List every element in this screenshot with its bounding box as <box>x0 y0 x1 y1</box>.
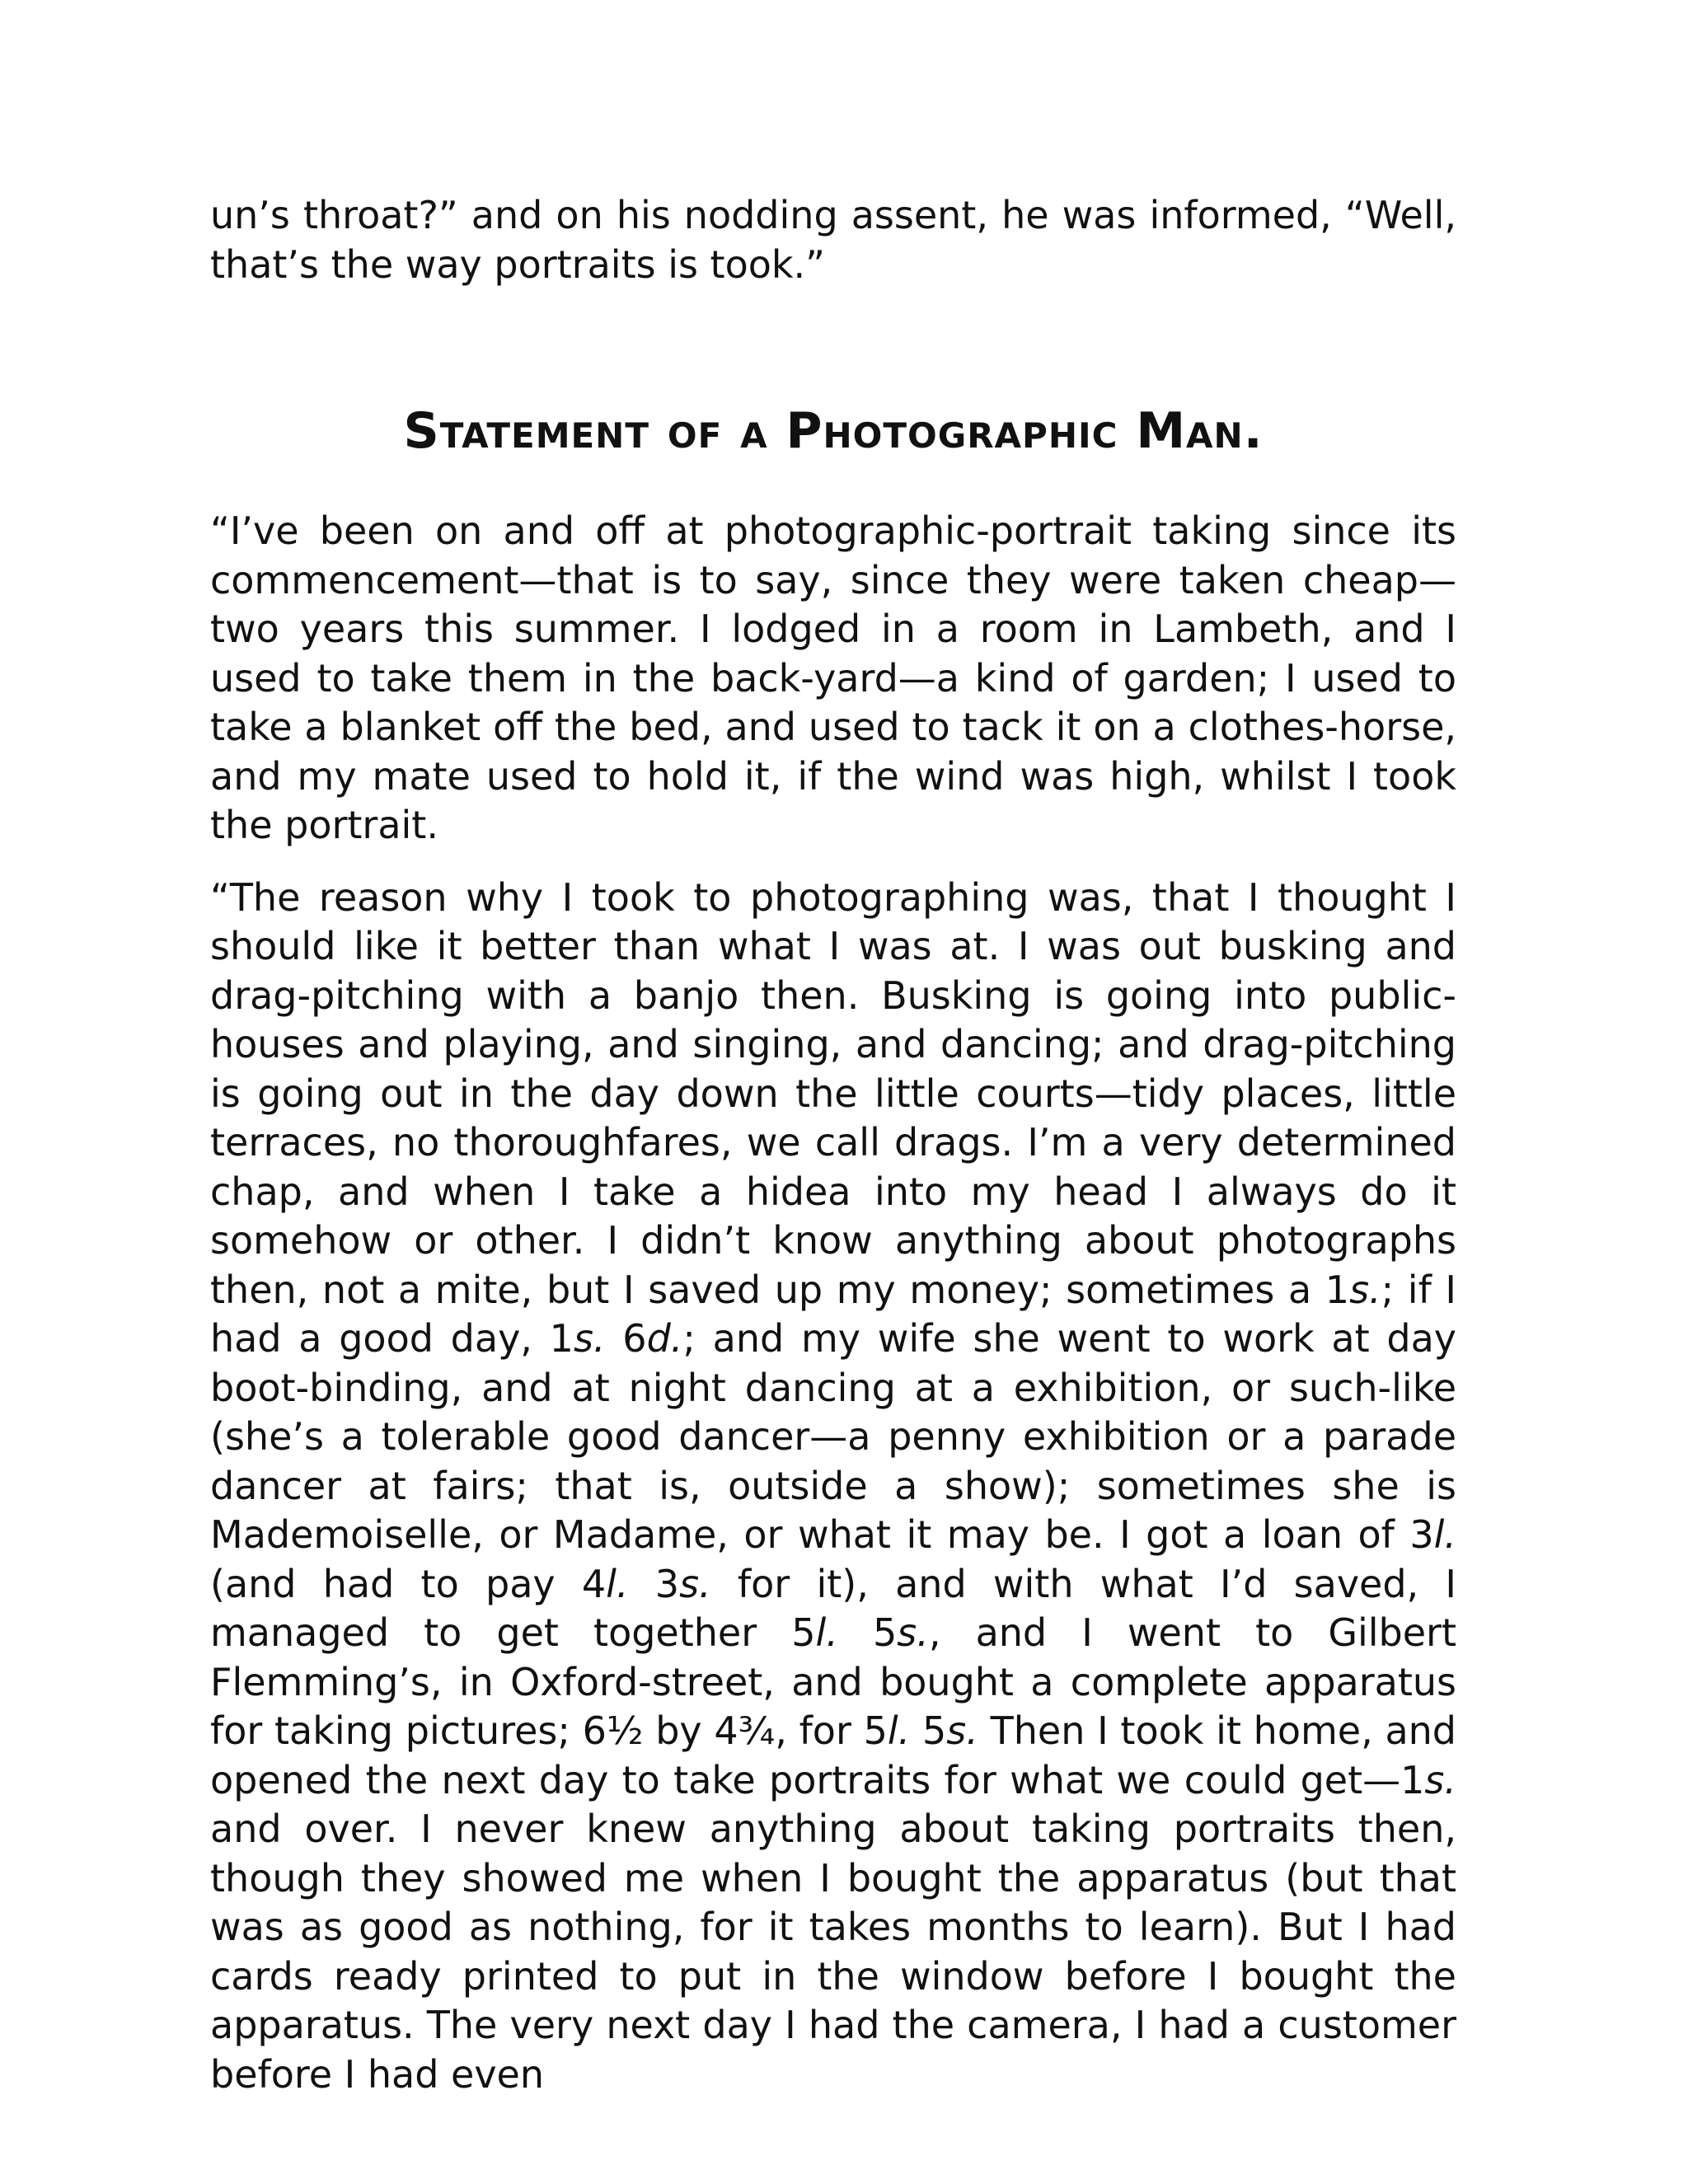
paragraph-2-text-4: ; and my wife she went to work at day boot-binding, and at night dancing at a exhibition, or such-like (she’s a tolerable good dancer—a penny exhibition or a parade dancer at fairs; that is, outside a show); sometimes she is Mademoiselle, or Madame, or what it may be. I got a loan of 3 <box>210 1316 1457 1557</box>
paragraph-2-text-1: “The reason why I took to photographing was, that I thought I should like it better than what I was at. I was out busking and drag-pitching with a banjo then. Busking is going into public-houses and playing, and singing, and dancing; and drag-pitching is going out in the day down the little courts—tidy places, little terraces, no thoroughfares, we call drags. I’m a very determined chap, and when I take a hidea into my head I always do it somehow or other. I didn’t know anything about photographs then, not a mite, but I saved up my money; sometimes a 1 <box>210 874 1456 1312</box>
paragraph-2-text-8: 5 <box>837 1610 898 1655</box>
paragraph-2-text-9: , and I went to Gilbert Flemming’s, in Oxford-street, and bought a complete apparatus for taking pictures; 6½ by 4¾, for 5 <box>210 1610 1457 1753</box>
opening-paragraph: un’s throat?” and on his nodding assent, he was informed, “Well, that’s the way portraits is took.” <box>210 193 1456 287</box>
paragraph-2-text-10: 5 <box>910 1708 947 1753</box>
statement-paragraph-1: “I’ve been on and off at photographic-portrait taking since its commencement—that is to say, since they were taken cheap—two years this summer. I lodged in a room in Lambeth, and I used to take them in the back-yard—a kind of garden; I used to take a blanket off the bed, and used to tack it on a clothes-horse, and my mate used to hold it, if the wind was high, whilst I took the portrait. <box>210 509 1456 847</box>
currency-abbrev: s. <box>573 1316 606 1361</box>
currency-abbrev: s. <box>897 1610 929 1655</box>
currency-abbrev: l. <box>815 1610 838 1655</box>
paragraph-2-text-12: and over. I never knew anything about taking portraits then, though they showed me when I bought the apparatus (but that was as good as nothing, for it takes months to learn). But I had cards ready printed to put in the window before I bought the apparatus. The very next day I had the camera, I had a customer before I had even <box>210 1807 1456 2097</box>
currency-abbrev: d. <box>646 1316 683 1361</box>
currency-abbrev: l. <box>1433 1512 1456 1557</box>
section-heading: Statement of a Photographic Man. <box>403 402 1264 460</box>
currency-abbrev: l. <box>887 1708 911 1753</box>
paragraph-2-text-5: (and had to pay 4 <box>210 1561 607 1606</box>
paragraph-2-text-6: 3 <box>628 1561 680 1606</box>
currency-abbrev: s. <box>946 1708 978 1753</box>
currency-abbrev: s. <box>1349 1267 1381 1312</box>
paragraph-2-text-7: for it), and with what I’d saved, I managed to get together 5 <box>210 1561 1456 1655</box>
currency-abbrev: l. <box>606 1561 629 1606</box>
book-page <box>210 191 1456 2099</box>
currency-abbrev: s. <box>1424 1757 1456 1802</box>
paragraph-2-text-11: Then I took it home, and opened the next day to take portraits for what we could get—1 <box>210 1708 1456 1802</box>
paragraph-2-text-3: 6 <box>605 1316 647 1361</box>
statement-paragraph-2 <box>210 874 1456 2100</box>
paragraph-2-text-2: ; if I had a good day, 1 <box>210 1267 1456 1361</box>
currency-abbrev: s. <box>679 1561 711 1606</box>
